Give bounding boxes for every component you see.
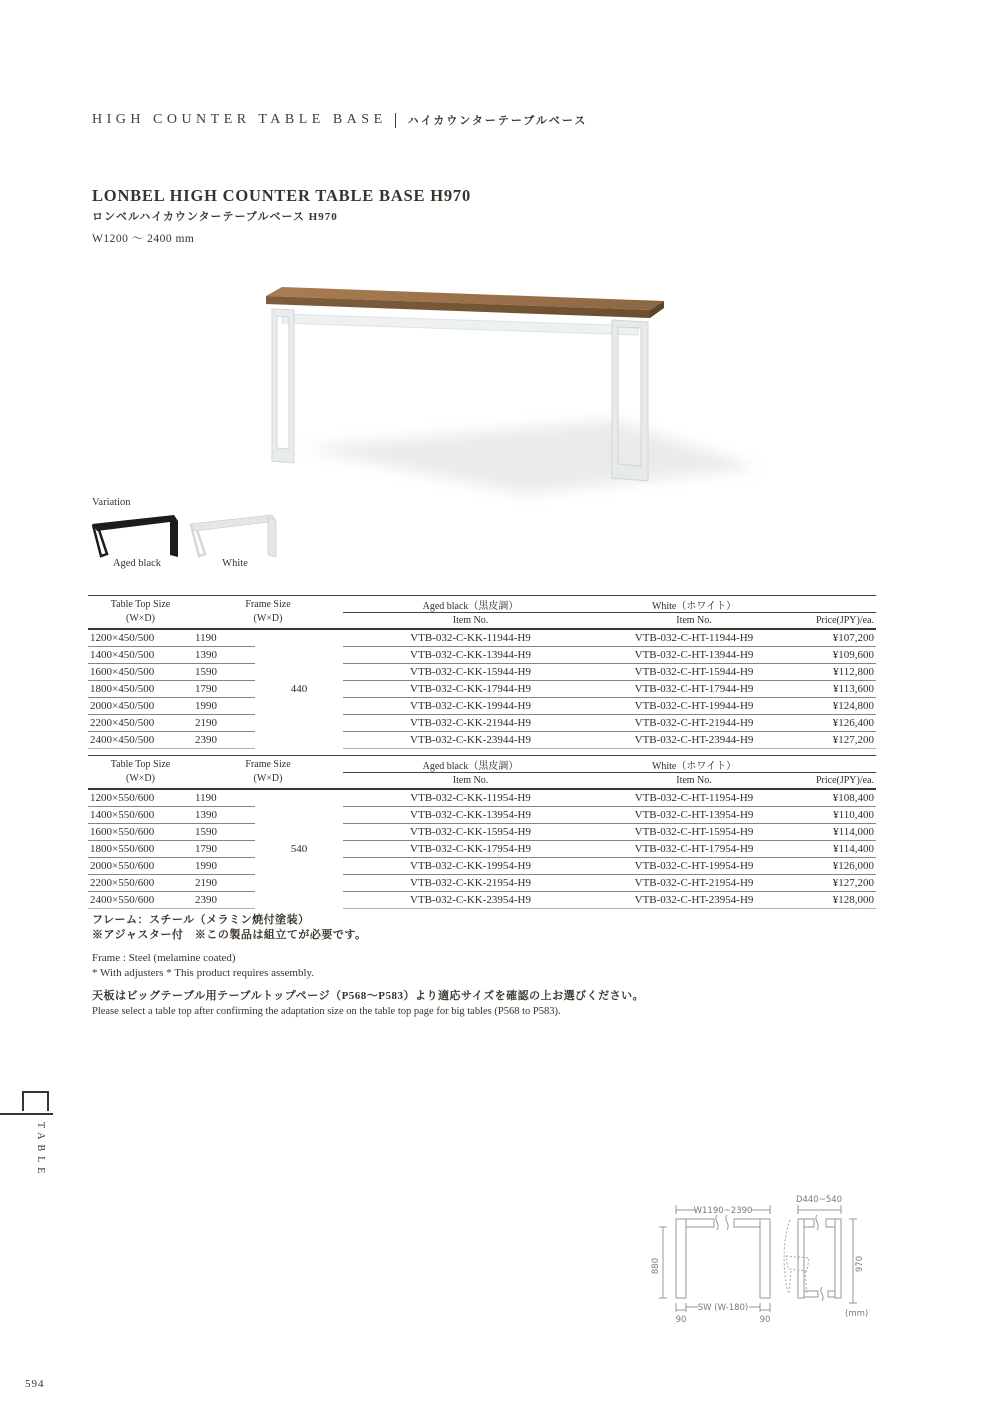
spec-row (88, 891, 876, 908)
cell-item-black: VTB-032-C-KK-19944-H9 (343, 697, 598, 714)
cell-item-black: VTB-032-C-KK-17954-H9 (343, 840, 598, 857)
cell-price: ¥110,400 (790, 806, 876, 823)
category-title-jp: ハイカウンターテーブルベース (407, 115, 588, 127)
cell-price: ¥126,400 (790, 714, 876, 731)
cell-top-size: 1600×450/500 (88, 663, 193, 680)
col-header-spacer (790, 596, 876, 613)
cell-price: ¥113,600 (790, 680, 876, 697)
break-mark (816, 1215, 818, 1230)
thumbnail-aged-black (90, 512, 184, 560)
col-header-top-size (88, 596, 193, 629)
cell-top-size: 2200×450/500 (88, 714, 193, 731)
cell-item-white: VTB-032-C-HT-13944-H9 (598, 646, 790, 663)
cell-top-size: 2200×550/600 (88, 874, 193, 891)
cell-item-black: VTB-032-C-KK-13944-H9 (343, 646, 598, 663)
top-size-line2: (W×D) (126, 612, 155, 624)
break-mark (726, 1215, 728, 1230)
cell-item-white: VTB-032-C-HT-19954-H9 (598, 857, 790, 874)
spec-row (88, 789, 876, 807)
note-adjuster-jp: ※アジャスター付 ※この製品は組立てが必要です。 (92, 929, 367, 941)
cell-item-black: VTB-032-C-KK-21954-H9 (343, 874, 598, 891)
col-header-price: Price(JPY)/ea. (790, 773, 876, 789)
dim-unit: (mm) (845, 1309, 869, 1319)
cell-frame-width: 1790 (193, 840, 255, 857)
col-header-frame-size (193, 596, 343, 629)
col-header-item-no-white: Item No. (598, 773, 790, 789)
category-title-en: HIGH COUNTER TABLE BASE (92, 112, 387, 127)
divider (395, 113, 396, 128)
thumbnail-white (188, 512, 282, 560)
side-front-leg (798, 1219, 804, 1298)
cell-item-black: VTB-032-C-KK-21944-H9 (343, 714, 598, 731)
cell-top-size: 1400×550/600 (88, 806, 193, 823)
col-header-aged-black: Aged black（黒皮調） (343, 756, 598, 773)
top-size-line2: (W×D) (126, 772, 155, 784)
cell-price: ¥127,200 (790, 731, 876, 748)
cell-item-black: VTB-032-C-KK-23944-H9 (343, 731, 598, 748)
cell-item-white: VTB-032-C-HT-11954-H9 (598, 789, 790, 807)
left-leg (272, 309, 294, 463)
cell-frame-width: 1990 (193, 857, 255, 874)
side-rear-leg (835, 1219, 841, 1298)
cell-top-size: 1200×450/500 (88, 629, 193, 647)
frame-crossbeam (282, 314, 638, 335)
cell-item-white: VTB-032-C-HT-15954-H9 (598, 823, 790, 840)
spec-row (88, 840, 876, 857)
dim-left-offset: 90 (675, 1315, 687, 1325)
col-header-white: White（ホワイト） (598, 596, 790, 613)
spec-row (88, 680, 876, 697)
cell-frame-width: 1390 (193, 646, 255, 663)
cell-item-black: VTB-032-C-KK-23954-H9 (343, 891, 598, 908)
dimension-diagram (638, 1186, 972, 1338)
cell-frame-width: 1790 (193, 680, 255, 697)
cell-item-black: VTB-032-C-KK-15954-H9 (343, 823, 598, 840)
cell-price: ¥109,600 (790, 646, 876, 663)
spec-row (88, 806, 876, 823)
cell-item-white: VTB-032-C-HT-21944-H9 (598, 714, 790, 731)
cell-frame-width: 1190 (193, 789, 255, 807)
cell-price: ¥114,000 (790, 823, 876, 840)
cell-item-black: VTB-032-C-KK-13954-H9 (343, 806, 598, 823)
cell-item-black: VTB-032-C-KK-11944-H9 (343, 629, 598, 647)
spec-row (88, 646, 876, 663)
product-size-range: W1200 ～ 2400 mm (92, 233, 195, 245)
cell-item-white: VTB-032-C-HT-11944-H9 (598, 629, 790, 647)
dim-front-width: W1190~2390 (693, 1206, 753, 1216)
product-name-jp: ロンベルハイカウンターテーブルベース H970 (92, 211, 338, 223)
col-header-frame-size (193, 756, 343, 789)
col-header-spacer (790, 756, 876, 773)
front-beam-right (734, 1219, 760, 1227)
table-shadow (300, 420, 758, 494)
page-number: 594 (25, 1378, 45, 1390)
spec-row (88, 731, 876, 748)
col-header-item-no-black: Item No. (343, 613, 598, 629)
col-header-item-no-black: Item No. (343, 773, 598, 789)
top-size-line1: Table Top Size (110, 599, 171, 611)
product-name-en: LONBEL HIGH COUNTER TABLE BASE H970 (92, 186, 472, 205)
cell-item-white: VTB-032-C-HT-17944-H9 (598, 680, 790, 697)
cell-price: ¥114,400 (790, 840, 876, 857)
spec-row (88, 697, 876, 714)
col-header-price: Price(JPY)/ea. (790, 613, 876, 629)
side-bottom-rail (804, 1291, 818, 1297)
note-adjuster-en: * With adjusters * This product requires assembly. (92, 967, 315, 979)
cell-top-size: 1600×550/600 (88, 823, 193, 840)
note-tabletop-en: Please select a table top after confirming the adaptation size on the table top page for big tables (P568 to P583). (92, 1006, 561, 1017)
cell-item-white: VTB-032-C-HT-17954-H9 (598, 840, 790, 857)
dim-front-height: 880 (651, 1257, 661, 1275)
cell-top-size: 2400×550/600 (88, 891, 193, 908)
cell-frame-width: 1990 (193, 697, 255, 714)
front-right-leg (760, 1219, 770, 1298)
variation-caption-aged-black: Aged black (112, 558, 162, 569)
variation-caption-white: White (222, 558, 248, 569)
cell-top-size: 2000×450/500 (88, 697, 193, 714)
cell-price: ¥128,000 (790, 891, 876, 908)
cell-item-white: VTB-032-C-HT-21954-H9 (598, 874, 790, 891)
frame-size-line2: (W×D) (253, 612, 283, 624)
note-frame-en: Frame : Steel (melamine coated) (92, 952, 236, 964)
frame-size-line2: (W×D) (253, 772, 283, 784)
category-header (92, 112, 587, 128)
front-left-leg (676, 1219, 686, 1298)
cell-item-black: VTB-032-C-KK-17944-H9 (343, 680, 598, 697)
cell-item-white: VTB-032-C-HT-15944-H9 (598, 663, 790, 680)
cell-top-size: 2400×450/500 (88, 731, 193, 748)
chair-outline (784, 1220, 809, 1294)
cell-frame-width: 2190 (193, 714, 255, 731)
cell-item-black: VTB-032-C-KK-15944-H9 (343, 663, 598, 680)
dim-front-span: SW (W-180) (697, 1303, 749, 1313)
spec-table-440 (88, 595, 876, 749)
spec-row (88, 714, 876, 731)
frame-size-line1: Frame Size (245, 759, 291, 771)
cell-frame-width: 1390 (193, 806, 255, 823)
dim-side-depth: D440~540 (795, 1195, 843, 1205)
variation-label: Variation (92, 497, 131, 508)
product-notes (92, 913, 644, 1019)
front-beam-left (686, 1219, 714, 1227)
cell-top-size: 2000×550/600 (88, 857, 193, 874)
break-mark (821, 1287, 823, 1301)
dim-right-offset: 90 (759, 1315, 771, 1325)
note-tabletop-jp: 天板はビッグテーブル用テーブルトップページ（P568～P583）より適応サイズを確認の上お選びください。 (92, 990, 645, 1002)
cell-frame-width: 2390 (193, 731, 255, 748)
side-beam-left (804, 1219, 814, 1227)
cell-top-size: 1400×450/500 (88, 646, 193, 663)
sidebar-tab-table: TABLE (35, 1122, 46, 1179)
cell-price: ¥108,400 (790, 789, 876, 807)
spec-row (88, 629, 876, 647)
spec-table-540 (88, 755, 876, 909)
col-header-item-no-white: Item No. (598, 613, 790, 629)
cell-item-black: VTB-032-C-KK-19954-H9 (343, 857, 598, 874)
cell-item-white: VTB-032-C-HT-19944-H9 (598, 697, 790, 714)
cell-frame-width: 1590 (193, 663, 255, 680)
cell-top-size: 1800×450/500 (88, 680, 193, 697)
cell-item-white: VTB-032-C-HT-13954-H9 (598, 806, 790, 823)
cell-frame-depth: 540 (290, 842, 308, 855)
spec-row (88, 663, 876, 680)
cell-frame-width: 1190 (193, 629, 255, 647)
col-header-aged-black: Aged black（黒皮調） (343, 596, 598, 613)
dim-side-height: 970 (855, 1255, 865, 1273)
side-beam-right (826, 1219, 835, 1227)
cell-price: ¥127,200 (790, 874, 876, 891)
col-header-white: White（ホワイト） (598, 756, 790, 773)
cell-frame-width: 1590 (193, 823, 255, 840)
cell-frame-width: 2190 (193, 874, 255, 891)
top-size-line1: Table Top Size (110, 759, 171, 771)
spec-row (88, 823, 876, 840)
cell-price: ¥107,200 (790, 629, 876, 647)
note-frame-jp: フレーム：スチール（メラミン焼付塗装） (92, 914, 310, 926)
cell-frame-width: 2390 (193, 891, 255, 908)
tab-divider-line (0, 1113, 53, 1115)
break-mark (716, 1215, 718, 1230)
cell-price: ¥124,800 (790, 697, 876, 714)
cell-frame-depth: 440 (290, 682, 308, 695)
cell-top-size: 1200×550/600 (88, 789, 193, 807)
frame-size-line1: Frame Size (245, 599, 291, 611)
cell-top-size: 1800×550/600 (88, 840, 193, 857)
spec-row (88, 874, 876, 891)
side-bottom-rail2 (828, 1291, 835, 1297)
spec-row (88, 857, 876, 874)
col-header-top-size (88, 756, 193, 789)
cell-item-white: VTB-032-C-HT-23944-H9 (598, 731, 790, 748)
cell-price: ¥126,000 (790, 857, 876, 874)
cell-item-black: VTB-032-C-KK-11954-H9 (343, 789, 598, 807)
table-icon (22, 1091, 49, 1111)
cell-price: ¥112,800 (790, 663, 876, 680)
product-photo (230, 280, 770, 510)
cell-item-white: VTB-032-C-HT-23954-H9 (598, 891, 790, 908)
